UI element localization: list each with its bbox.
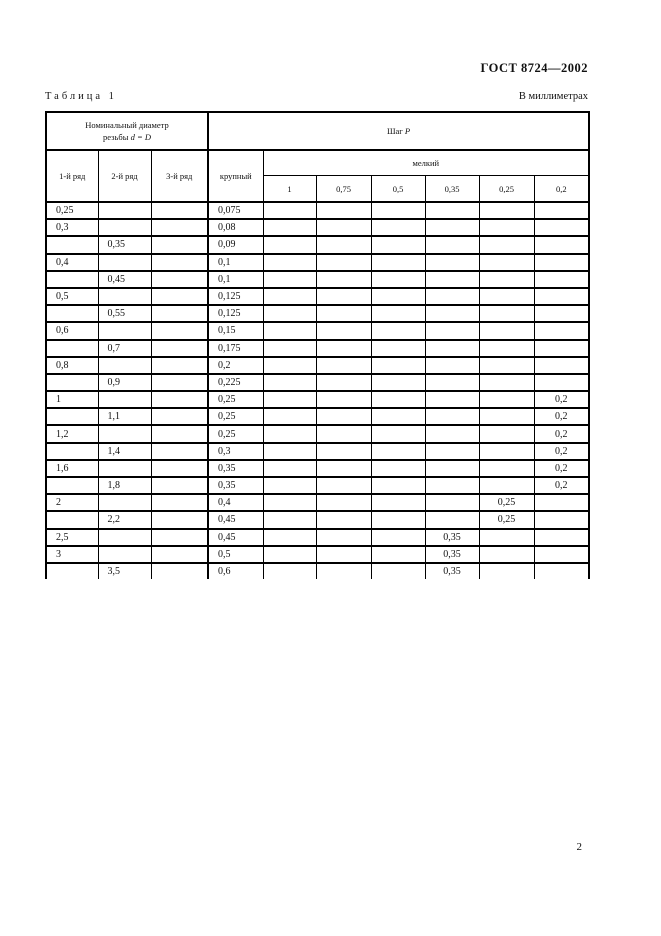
table-cell bbox=[46, 236, 98, 253]
table-caption: Таблица 1 bbox=[45, 91, 117, 102]
table-cell: 3,5 bbox=[98, 563, 151, 579]
table-cell: 2 bbox=[46, 494, 98, 511]
table-cell: 0,125 bbox=[208, 305, 263, 322]
table-cell: 1,1 bbox=[98, 408, 151, 425]
fine-pitch-header-035: 0,35 bbox=[425, 176, 479, 203]
table-cell bbox=[46, 305, 98, 322]
table-cell bbox=[371, 563, 425, 579]
table-cell bbox=[371, 425, 425, 442]
table-cell bbox=[371, 219, 425, 236]
table-cell bbox=[371, 254, 425, 271]
table-cell bbox=[371, 511, 425, 528]
table-cell: 0,45 bbox=[208, 529, 263, 546]
table-cell bbox=[263, 425, 316, 442]
col-header-row2: 2-й ряд bbox=[98, 150, 151, 202]
pitch-symbol: P bbox=[404, 125, 411, 136]
table-cell bbox=[151, 477, 208, 494]
table-cell bbox=[316, 288, 371, 305]
fine-pitch-header-05: 0,5 bbox=[371, 176, 425, 203]
table-cell bbox=[316, 236, 371, 253]
table-cell bbox=[151, 546, 208, 563]
table-body bbox=[46, 202, 589, 579]
table-row bbox=[46, 425, 589, 442]
table-cell: 3 bbox=[46, 546, 98, 563]
table-cell bbox=[98, 288, 151, 305]
table-row bbox=[46, 202, 589, 219]
table-cell: 0,4 bbox=[208, 494, 263, 511]
table-cell bbox=[263, 236, 316, 253]
table-cell bbox=[479, 425, 534, 442]
table-cell: 0,35 bbox=[98, 236, 151, 253]
table-cell bbox=[479, 288, 534, 305]
table-cell bbox=[479, 546, 534, 563]
table-cell bbox=[263, 322, 316, 339]
table-cell: 1 bbox=[46, 391, 98, 408]
table-row bbox=[46, 408, 589, 425]
table-cell bbox=[371, 529, 425, 546]
table-cell bbox=[371, 236, 425, 253]
table-cell bbox=[316, 374, 371, 391]
table-cell bbox=[316, 254, 371, 271]
table-row bbox=[46, 546, 589, 563]
table-cell bbox=[425, 202, 479, 219]
table-cell bbox=[479, 443, 534, 460]
table-cell bbox=[534, 511, 589, 528]
table-cell bbox=[534, 357, 589, 374]
table-cell: 2,5 bbox=[46, 529, 98, 546]
table-row bbox=[46, 391, 589, 408]
diameter-formula: d = D bbox=[130, 132, 151, 142]
table-cell bbox=[425, 477, 479, 494]
table-cell bbox=[371, 202, 425, 219]
table-cell bbox=[263, 271, 316, 288]
table-row bbox=[46, 305, 589, 322]
table-cell bbox=[479, 305, 534, 322]
table-cell bbox=[98, 529, 151, 546]
table-cell bbox=[98, 254, 151, 271]
table-cell bbox=[46, 271, 98, 288]
table-cell bbox=[46, 563, 98, 579]
table-cell bbox=[316, 408, 371, 425]
table-cell bbox=[534, 546, 589, 563]
table-cell bbox=[263, 391, 316, 408]
table-cell bbox=[425, 460, 479, 477]
table-cell: 0,6 bbox=[46, 322, 98, 339]
table-cell bbox=[425, 271, 479, 288]
table-cell bbox=[151, 563, 208, 579]
table-cell bbox=[151, 494, 208, 511]
table-cell bbox=[151, 288, 208, 305]
table-cell bbox=[98, 357, 151, 374]
table-cell bbox=[534, 288, 589, 305]
table-cell bbox=[371, 322, 425, 339]
table-cell bbox=[371, 357, 425, 374]
diameter-title: Номинальный диаметр bbox=[85, 119, 169, 130]
table-cell bbox=[46, 443, 98, 460]
table-cell bbox=[151, 374, 208, 391]
table-cell bbox=[316, 546, 371, 563]
pitch-group-header bbox=[208, 112, 589, 150]
table-cell bbox=[479, 563, 534, 579]
table-cell: 0,08 bbox=[208, 219, 263, 236]
table-cell: 0,2 bbox=[534, 443, 589, 460]
table-cell bbox=[263, 477, 316, 494]
table-cell bbox=[371, 494, 425, 511]
table-cell bbox=[534, 271, 589, 288]
table-cell bbox=[479, 357, 534, 374]
table-cell: 0,8 bbox=[46, 357, 98, 374]
header-row-sub bbox=[46, 150, 589, 176]
table-cell bbox=[316, 460, 371, 477]
table-row bbox=[46, 219, 589, 236]
table-cell bbox=[425, 374, 479, 391]
table-cell: 2,2 bbox=[98, 511, 151, 528]
table-cell: 0,2 bbox=[534, 425, 589, 442]
table-cell bbox=[371, 391, 425, 408]
table-cell bbox=[316, 271, 371, 288]
table-row bbox=[46, 374, 589, 391]
table-cell bbox=[151, 305, 208, 322]
table-cell bbox=[151, 219, 208, 236]
table-cell bbox=[316, 563, 371, 579]
table-cell bbox=[46, 408, 98, 425]
table-cell bbox=[98, 391, 151, 408]
table-cell bbox=[263, 357, 316, 374]
table-cell bbox=[479, 374, 534, 391]
table-cell bbox=[151, 236, 208, 253]
page-number: 2 bbox=[576, 841, 582, 853]
header-row-groups bbox=[46, 112, 589, 150]
table-cell bbox=[534, 529, 589, 546]
table-cell: 0,25 bbox=[479, 511, 534, 528]
col-header-row1: 1-й ряд bbox=[46, 150, 98, 202]
table-row bbox=[46, 254, 589, 271]
table-cell bbox=[316, 494, 371, 511]
table-cell: 0,5 bbox=[46, 288, 98, 305]
table-cell: 0,25 bbox=[208, 391, 263, 408]
table-cell bbox=[371, 340, 425, 357]
table-cell bbox=[425, 391, 479, 408]
table-cell bbox=[151, 425, 208, 442]
table-cell bbox=[371, 408, 425, 425]
table-cell: 0,4 bbox=[46, 254, 98, 271]
table-cell bbox=[534, 219, 589, 236]
table-cell: 0,5 bbox=[208, 546, 263, 563]
table-cell: 0,2 bbox=[208, 357, 263, 374]
table-cell bbox=[425, 254, 479, 271]
table-cell: 0,45 bbox=[208, 511, 263, 528]
table-cell bbox=[316, 391, 371, 408]
table-cell bbox=[371, 477, 425, 494]
table-cell bbox=[263, 288, 316, 305]
table-cell bbox=[425, 305, 479, 322]
table-cell bbox=[425, 511, 479, 528]
table-cell: 0,55 bbox=[98, 305, 151, 322]
table-cell bbox=[151, 322, 208, 339]
thread-pitch-table bbox=[45, 111, 590, 579]
table-cell bbox=[151, 391, 208, 408]
table-cell: 0,9 bbox=[98, 374, 151, 391]
table-cell bbox=[479, 254, 534, 271]
table-cell bbox=[151, 408, 208, 425]
table-cell bbox=[263, 340, 316, 357]
table-cell: 0,2 bbox=[534, 391, 589, 408]
table-cell: 0,225 bbox=[208, 374, 263, 391]
table-cell bbox=[425, 357, 479, 374]
table-cell: 0,6 bbox=[208, 563, 263, 579]
table-cell bbox=[479, 477, 534, 494]
table-cell bbox=[263, 408, 316, 425]
pitch-title: Шаг bbox=[386, 125, 403, 136]
col-header-coarse: крупный bbox=[208, 150, 263, 202]
table-row bbox=[46, 340, 589, 357]
table-cell bbox=[98, 494, 151, 511]
table-cell bbox=[534, 236, 589, 253]
table-cell bbox=[534, 305, 589, 322]
table-cell bbox=[316, 511, 371, 528]
table-cell: 0,3 bbox=[46, 219, 98, 236]
table-cell: 0,25 bbox=[208, 425, 263, 442]
table-row bbox=[46, 511, 589, 528]
table-cell: 0,2 bbox=[534, 477, 589, 494]
table-cell bbox=[479, 529, 534, 546]
table-cell: 0,45 bbox=[98, 271, 151, 288]
table-cell: 0,7 bbox=[98, 340, 151, 357]
diameter-group-header bbox=[46, 112, 208, 150]
table-cell bbox=[534, 374, 589, 391]
table-cell bbox=[98, 322, 151, 339]
table-cell bbox=[263, 563, 316, 579]
table-cell bbox=[371, 443, 425, 460]
table-cell bbox=[263, 305, 316, 322]
table-cell: 0,1 bbox=[208, 271, 263, 288]
col-header-row3: 3-й ряд bbox=[151, 150, 208, 202]
table-cell bbox=[534, 563, 589, 579]
table-cell bbox=[479, 236, 534, 253]
table-cell bbox=[425, 443, 479, 460]
table-cell bbox=[263, 202, 316, 219]
table-cell bbox=[534, 494, 589, 511]
table-cell bbox=[151, 529, 208, 546]
table-row bbox=[46, 271, 589, 288]
table-cell bbox=[151, 443, 208, 460]
table-cell bbox=[151, 254, 208, 271]
table-cell bbox=[263, 529, 316, 546]
table-cell bbox=[479, 322, 534, 339]
table-cell bbox=[425, 340, 479, 357]
table-row bbox=[46, 357, 589, 374]
diameter-sub: резьбы bbox=[103, 132, 129, 142]
table-cell bbox=[425, 322, 479, 339]
table-cell: 0,2 bbox=[534, 460, 589, 477]
table-cell: 0,15 bbox=[208, 322, 263, 339]
table-cell bbox=[316, 202, 371, 219]
table-cell bbox=[479, 202, 534, 219]
table-cell bbox=[98, 546, 151, 563]
table-cell bbox=[371, 374, 425, 391]
table-cell bbox=[479, 340, 534, 357]
table-cell bbox=[98, 202, 151, 219]
table-cell bbox=[534, 340, 589, 357]
table-cell bbox=[316, 340, 371, 357]
table-cell bbox=[263, 219, 316, 236]
table-cell bbox=[151, 511, 208, 528]
table-cell bbox=[263, 494, 316, 511]
table-cell bbox=[263, 546, 316, 563]
table-cell bbox=[46, 511, 98, 528]
table-cell bbox=[371, 271, 425, 288]
table-cell bbox=[316, 357, 371, 374]
table-cell: 0,09 bbox=[208, 236, 263, 253]
table-cell bbox=[151, 357, 208, 374]
table-cell bbox=[479, 219, 534, 236]
table-cell: 1,6 bbox=[46, 460, 98, 477]
table-cell bbox=[98, 460, 151, 477]
table-cell bbox=[371, 305, 425, 322]
table-cell bbox=[98, 425, 151, 442]
table-cell: 1,2 bbox=[46, 425, 98, 442]
table-cell bbox=[534, 202, 589, 219]
fine-pitch-header-02: 0,2 bbox=[534, 176, 589, 203]
table-cell bbox=[425, 425, 479, 442]
table-cell bbox=[316, 425, 371, 442]
fine-pitch-header-1: 1 bbox=[263, 176, 316, 203]
table-cell: 0,35 bbox=[425, 546, 479, 563]
table-cell bbox=[479, 408, 534, 425]
table-cell bbox=[534, 254, 589, 271]
table-cell bbox=[479, 271, 534, 288]
table-cell bbox=[479, 391, 534, 408]
table-row bbox=[46, 563, 589, 579]
table-cell: 0,35 bbox=[208, 477, 263, 494]
fine-pitch-header-025: 0,25 bbox=[479, 176, 534, 203]
table-cell bbox=[425, 408, 479, 425]
units-note: В миллиметрах bbox=[518, 91, 588, 102]
table-row bbox=[46, 236, 589, 253]
table-cell bbox=[263, 460, 316, 477]
table-cell: 0,25 bbox=[46, 202, 98, 219]
table-cell bbox=[263, 254, 316, 271]
table-cell bbox=[151, 271, 208, 288]
table-cell bbox=[46, 340, 98, 357]
table-cell bbox=[371, 546, 425, 563]
table-cell bbox=[46, 374, 98, 391]
table-cell bbox=[98, 219, 151, 236]
caption-row bbox=[45, 91, 588, 105]
table-cell bbox=[263, 443, 316, 460]
table-cell bbox=[151, 340, 208, 357]
table-row bbox=[46, 529, 589, 546]
table-row bbox=[46, 288, 589, 305]
table-cell: 0,25 bbox=[479, 494, 534, 511]
table-cell bbox=[151, 460, 208, 477]
table-cell: 0,125 bbox=[208, 288, 263, 305]
table-cell: 0,075 bbox=[208, 202, 263, 219]
table-cell: 1,8 bbox=[98, 477, 151, 494]
table-cell: 0,35 bbox=[208, 460, 263, 477]
table-cell bbox=[316, 529, 371, 546]
table-cell bbox=[425, 236, 479, 253]
table-cell bbox=[151, 202, 208, 219]
table-cell bbox=[371, 288, 425, 305]
table-cell: 0,35 bbox=[425, 563, 479, 579]
table-row bbox=[46, 322, 589, 339]
table-cell: 1,4 bbox=[98, 443, 151, 460]
table-cell bbox=[316, 443, 371, 460]
table-cell: 0,25 bbox=[208, 408, 263, 425]
table-cell bbox=[316, 322, 371, 339]
table-cell bbox=[479, 460, 534, 477]
table-row bbox=[46, 460, 589, 477]
standard-number: ГОСТ 8724—2002 bbox=[480, 61, 588, 75]
table-cell: 0,1 bbox=[208, 254, 263, 271]
table-row bbox=[46, 494, 589, 511]
table-cell bbox=[425, 288, 479, 305]
table-cell bbox=[371, 460, 425, 477]
table-cell bbox=[316, 219, 371, 236]
table-row bbox=[46, 443, 589, 460]
table-cell: 0,2 bbox=[534, 408, 589, 425]
table-cell: 0,35 bbox=[425, 529, 479, 546]
table-cell bbox=[46, 477, 98, 494]
table-cell: 0,3 bbox=[208, 443, 263, 460]
table-cell bbox=[263, 374, 316, 391]
table-cell bbox=[263, 511, 316, 528]
table-cell bbox=[425, 494, 479, 511]
col-header-fine: мелкий bbox=[263, 150, 589, 176]
table-row bbox=[46, 477, 589, 494]
table-cell bbox=[316, 305, 371, 322]
table-cell: 0,175 bbox=[208, 340, 263, 357]
table-cell bbox=[534, 322, 589, 339]
fine-pitch-header-075: 0,75 bbox=[316, 176, 371, 203]
table-cell bbox=[425, 219, 479, 236]
table-cell bbox=[316, 477, 371, 494]
